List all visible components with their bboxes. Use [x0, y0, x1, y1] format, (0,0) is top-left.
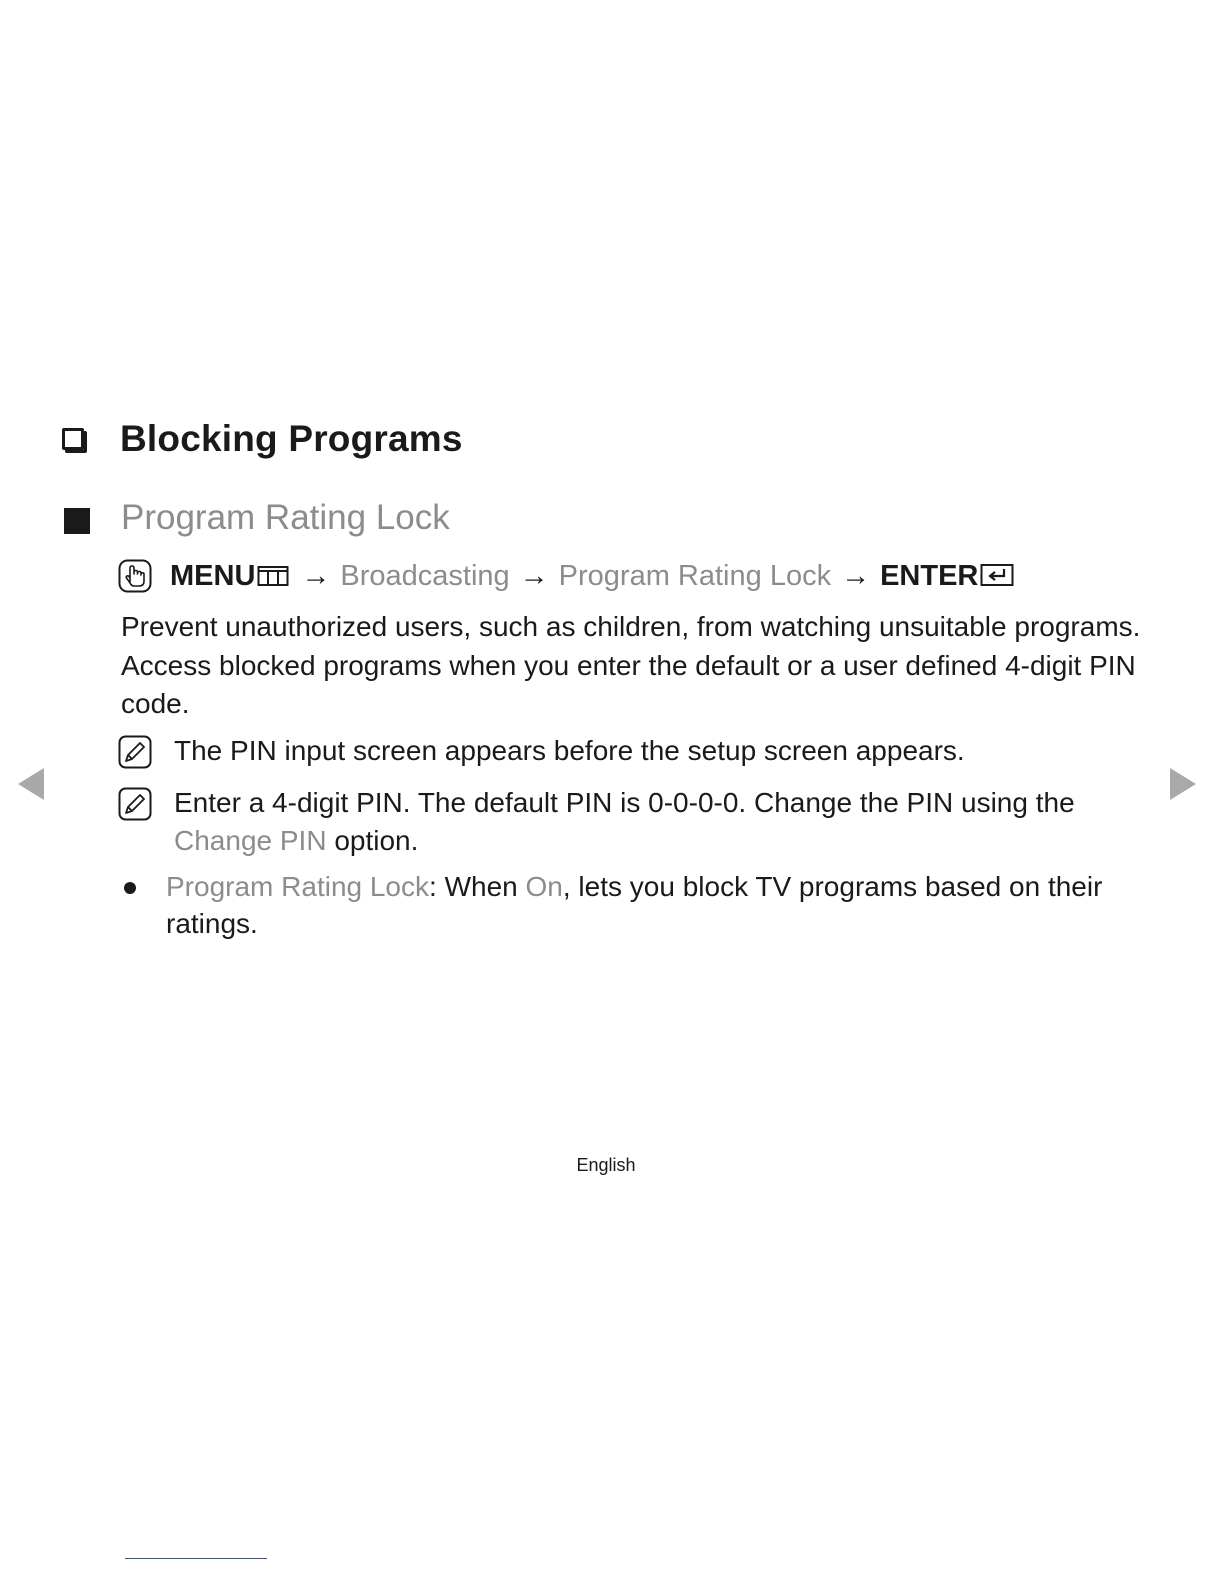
- bullet-pre: When: [444, 871, 518, 902]
- bullet-rest: , lets you block TV programs based on their ratings.: [166, 871, 1103, 939]
- footer-language: English: [576, 1155, 636, 1175]
- enter-icon: [980, 563, 1014, 589]
- bullet-colon: :: [429, 871, 437, 902]
- path-arrow: →: [301, 559, 331, 592]
- bullet-item: [124, 868, 1164, 942]
- path-step-program-rating-lock: Program Rating Lock: [558, 559, 832, 592]
- bottom-divider: [125, 1558, 267, 1559]
- note-pencil-icon: [118, 787, 152, 821]
- menu-path: [118, 556, 1014, 596]
- change-pin-link: Change PIN: [174, 825, 327, 856]
- note-pencil-icon: [118, 735, 152, 769]
- note-text-prefix: Enter a 4-digit PIN. The default PIN is 0-0-0-0. Change the PIN using the: [174, 787, 1075, 818]
- path-arrow: →: [841, 559, 871, 592]
- subsection-title: Program Rating Lock: [121, 498, 450, 537]
- note-item: [118, 732, 1118, 770]
- note-text: The PIN input screen appears before the setup screen appears.: [174, 735, 965, 766]
- previous-page-arrow-icon[interactable]: [18, 768, 44, 800]
- square-bullet-icon: [64, 508, 90, 534]
- menu-label: MENU: [170, 559, 256, 592]
- bullet-term: Program Rating Lock: [166, 871, 430, 902]
- next-page-arrow-icon[interactable]: [1170, 768, 1196, 800]
- bullet-dot-icon: [124, 882, 136, 894]
- hand-pointer-icon: [118, 559, 152, 593]
- note-item: [118, 784, 1118, 860]
- note-text: [174, 784, 1118, 860]
- path-arrow: →: [519, 559, 549, 592]
- note-text-suffix: option.: [334, 825, 419, 856]
- section-title: Blocking Programs: [120, 418, 463, 459]
- bullet-on-value: On: [525, 871, 563, 902]
- checkbox-icon: [62, 428, 84, 450]
- path-step-broadcasting: Broadcasting: [340, 559, 510, 592]
- enter-label: ENTER: [880, 559, 979, 592]
- bullet-text: [166, 868, 1164, 942]
- menu-grid-icon: [257, 565, 289, 587]
- description-paragraph: Prevent unauthorized users, such as children, from watching unsuitable programs. Access blocked programs when you enter the default or a user defined 4-digit PIN code.: [121, 611, 1141, 719]
